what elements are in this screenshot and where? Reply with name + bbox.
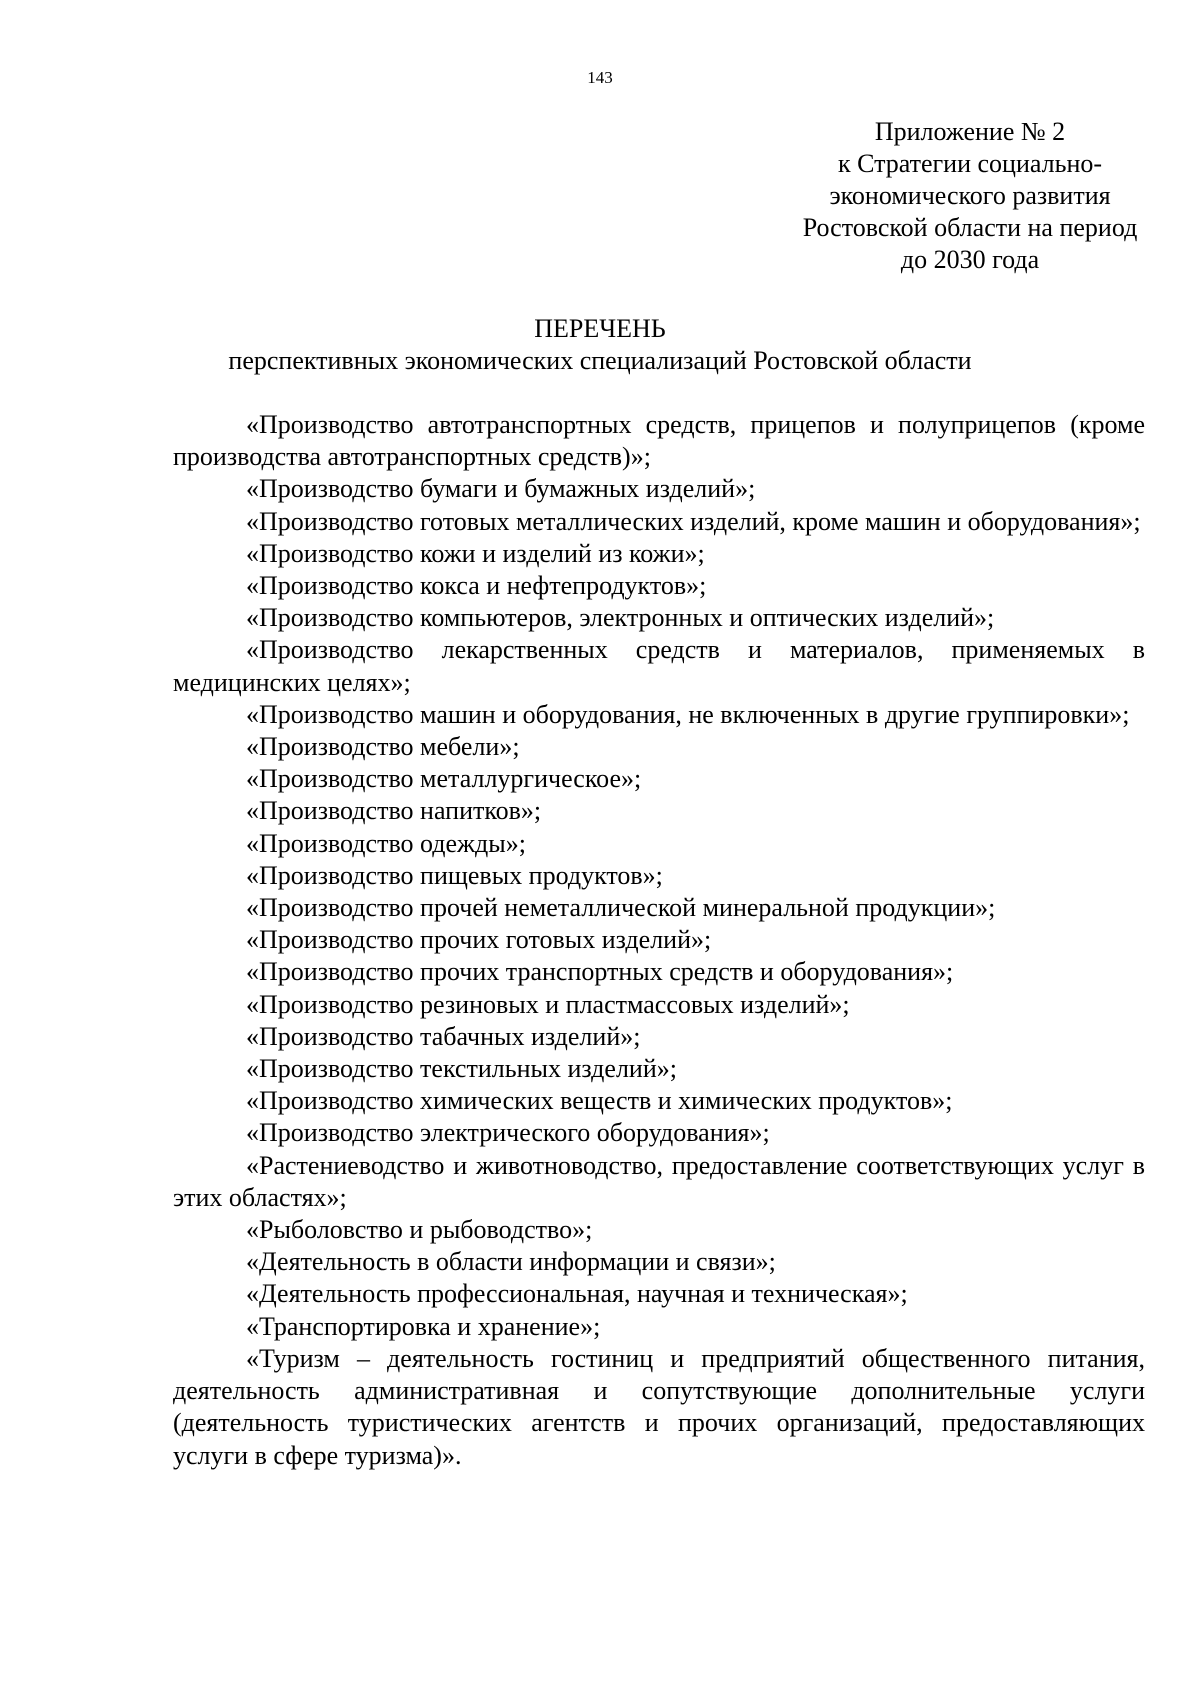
list-item: «Туризм – деятельность гостиниц и предприятий общественного питания, деятельность административная и сопутствующие дополнительные услуги (деятельность туристических агентств и прочих организаций, предоставляющих услуги в сфере туризма)».: [173, 1343, 1145, 1470]
document-title: ПЕРЕЧЕНЬ: [534, 314, 666, 343]
list-item: «Производство металлургическое»;: [246, 764, 642, 794]
list-item: «Производство автотранспортных средств, прицепов и полуприцепов (кроме производства автотранспортных средств)»;: [173, 410, 1145, 472]
list-item: «Производство одежды»;: [246, 828, 526, 858]
list-item: «Производство прочих готовых изделий»;: [246, 925, 712, 955]
list-item: «Производство машин и оборудования, не включенных в другие группировки»;: [246, 699, 1130, 729]
list-item: «Растениеводство и животноводство, предоставление соответствующих услуг в этих областях»;: [173, 1150, 1145, 1212]
list-item: «Производство напитков»;: [246, 796, 542, 826]
list-item: «Производство бумаги и бумажных изделий»;: [246, 474, 756, 504]
appendix-header: [745, 116, 1195, 276]
page-number: 143: [587, 68, 613, 87]
appendix-line: Приложение № 2: [874, 117, 1066, 146]
appendix-line: Ростовской области на период: [802, 213, 1138, 242]
appendix-line: до 2030 года: [900, 245, 1040, 274]
list-item: «Производство табачных изделий»;: [246, 1021, 641, 1051]
list-item: «Деятельность в области информации и связи»;: [246, 1247, 776, 1277]
list-item: «Производство электрического оборудования»;: [246, 1118, 770, 1148]
list-item: «Производство пищевых продуктов»;: [246, 860, 663, 890]
list-item: «Производство прочих транспортных средств и оборудования»;: [246, 957, 954, 987]
list-item: «Производство кожи и изделий из кожи»;: [246, 538, 705, 568]
list-item: «Производство готовых металлических изделий, кроме машин и оборудования»;: [246, 506, 1141, 536]
appendix-line: к Стратегии социально-: [837, 149, 1103, 178]
list-item: «Производство прочей неметаллической минеральной продукции»;: [246, 893, 996, 923]
appendix-line: экономического развития: [829, 181, 1111, 210]
list-item: «Производство лекарственных средств и материалов, применяемых в медицинских целях»;: [173, 635, 1145, 697]
list-item: «Производство компьютеров, электронных и оптических изделий»;: [246, 603, 995, 633]
document-subtitle: перспективных экономических специализаций Ростовской области: [228, 346, 972, 375]
list-item: «Производство текстильных изделий»;: [246, 1054, 677, 1084]
list-item: «Производство химических веществ и химических продуктов»;: [246, 1086, 953, 1116]
list-item: «Производство резиновых и пластмассовых изделий»;: [246, 989, 850, 1019]
list-item: «Рыболовство и рыбоводство»;: [246, 1215, 593, 1245]
list-item: «Транспортировка и хранение»;: [246, 1311, 601, 1341]
specializations-list: [173, 409, 1145, 1472]
list-item: «Производство мебели»;: [246, 732, 520, 762]
list-item: «Производство кокса и нефтепродуктов»;: [246, 571, 707, 601]
list-item: «Деятельность профессиональная, научная и техническая»;: [246, 1279, 908, 1309]
